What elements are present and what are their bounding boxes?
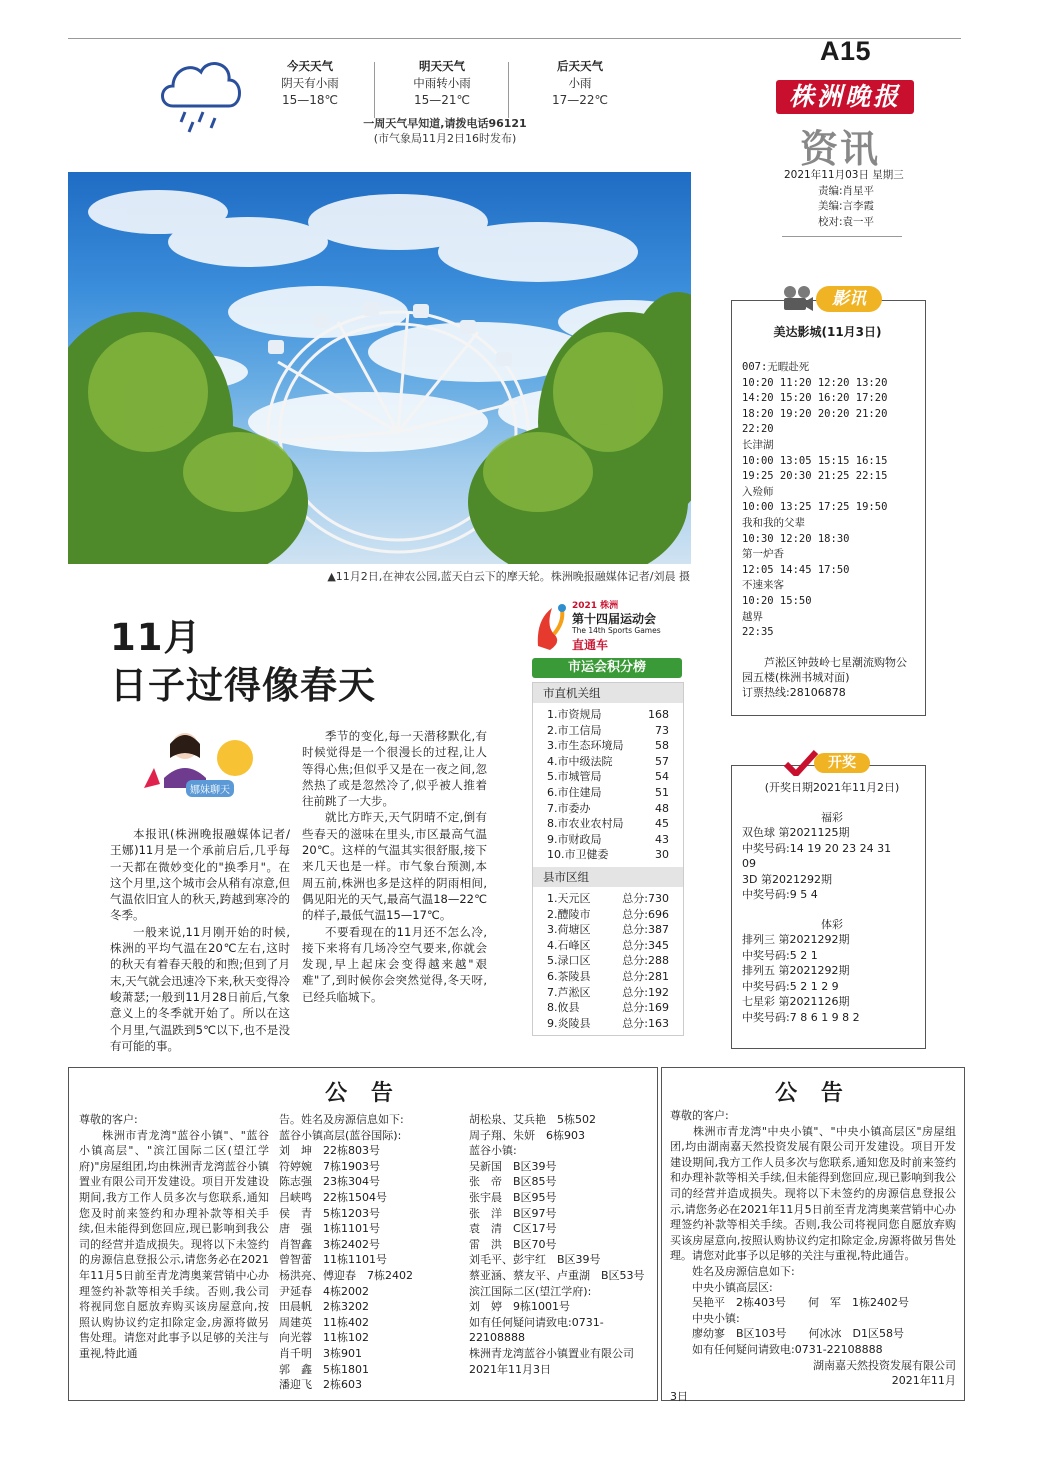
issue-meta xyxy=(784,168,924,230)
team-score: 总分:192 xyxy=(622,985,669,999)
weather-tomorrow xyxy=(382,58,502,109)
article-column-1 xyxy=(110,826,290,1054)
showtime-line: 入殓师 xyxy=(742,485,774,498)
article-column-2 xyxy=(302,728,487,1005)
team-score: 30 xyxy=(655,848,669,862)
headline-line-2: 日子过得像春天 xyxy=(110,664,376,707)
cinema-footer xyxy=(742,655,917,700)
ranking-row xyxy=(533,985,683,1001)
team-score: 总分:163 xyxy=(622,1016,669,1030)
sports-logo-year: 2021 株洲 xyxy=(572,601,619,611)
qxc-numbers: 中奖号码:7 8 6 1 9 8 2 xyxy=(742,1010,860,1024)
cinema-hotline: 订票热线:28106878 xyxy=(742,686,846,699)
showtimes-list xyxy=(742,360,922,641)
weather-divider xyxy=(374,62,375,118)
team-score: 总分:281 xyxy=(622,969,669,983)
team-name: 3.市生态环境局 xyxy=(547,739,624,753)
showtime-line: 第一炉香 xyxy=(742,548,784,561)
team-name: 4.市中级法院 xyxy=(547,754,613,768)
team-score: 57 xyxy=(655,754,669,768)
ferris-wheel-photo xyxy=(68,172,691,564)
rain-cloud-icon xyxy=(155,48,245,136)
d3-issue: 3D 第2021292期 xyxy=(742,872,832,886)
notice-title: 公 告 xyxy=(325,1081,401,1106)
team-name: 9.炎陵县 xyxy=(547,1016,591,1030)
ranking-group-title: 市直机关组 xyxy=(533,683,683,703)
team-name: 7.芦淞区 xyxy=(547,985,591,999)
proof-credit: 校对:袁一平 xyxy=(818,215,875,228)
ranking-row xyxy=(533,847,683,863)
showtime-line: 长津湖 xyxy=(742,438,774,451)
weather-divider xyxy=(508,62,509,118)
showtime-line: 我和我的父辈 xyxy=(742,516,805,529)
ranking-row xyxy=(533,891,683,907)
notice-left xyxy=(68,1067,658,1401)
notice-body: 尊敬的客户: 株洲市青龙湾"中央小镇"、"中央小镇高层区"房屋组团,均由湖南嘉天然投资发展有限公司开发建设。项目开发建设期间,我方工作人员多次与您联系,通知您及时前来签约和办理补款等相关手续,但未能得到您回应,现已影响到我公司的经营并造成损失。现将以下未签约的房源信息登报公示,请您务必在2021年11月5日前至青龙湾奥莱营销中心办理签约补款等相关手续。否则,我公司将视同您自愿放弃购买该房屋意向,按照认购协议约定扣除定金,房源将做另售处理。请您对此事予以足够的关注与重视,特此通告。 姓名及房源信息如下: 中央小镇高层区: 吴艳平 2栋403号 何 军 1栋2402号 中央小镇: 廖幼寥 B区103号 何冰冰 D1区58号 如有任何疑问请致电:0731-22108888 湖南嘉天然投资发展有限公司 2021年11月3日 xyxy=(670,1109,956,1403)
weather-after-label: 后天天气 xyxy=(557,59,603,73)
team-name: 9.市财政局 xyxy=(547,832,602,846)
notice-column: 尊敬的客户: 株洲市青龙湾"蓝谷小镇"、"蓝谷小镇高层"、"滨江国际二区(望江学府)"房屋组团,均由株洲青龙湾蓝谷小镇置业有限公司开发建设。项目开发建设期间,我方工作人员多次与您联系,通知您及时前来签约和办理补款等相关手续,但未能得到您回应,现已影响到我公司的经营并造成损失。现将以下未签约的房源信息登报公示,请您务必在2021年11月5日前至青龙湾奥莱营销中心办理签约补款等相关手续。否则,我公司将视同您自愿放弃购买该房屋意向,按照认购协议约定扣除定金,房源将做另售处理。请您对此事予以足够的关注与重视,特此通 xyxy=(79,1113,269,1360)
photo-caption: ▲11月2日,在神农公园,蓝天白云下的摩天轮。株洲晚报融媒体记者/刘晨 摄 xyxy=(327,570,690,583)
ranking-row xyxy=(533,938,683,954)
newspaper-logo xyxy=(776,80,914,114)
ranking-group-title: 县市区组 xyxy=(533,867,683,887)
article-headline xyxy=(110,614,376,710)
showtime-line: 18:20 19:20 20:20 21:20 xyxy=(742,407,888,420)
team-score: 58 xyxy=(655,739,669,753)
showtime-line: 10:00 13:05 15:15 16:15 xyxy=(742,454,888,467)
team-score: 总分:169 xyxy=(622,1001,669,1015)
article-paragraph: 一般来说,11月刚开始的时候,株洲的平均气温在20℃左右,这时的秋天有着春天般的和煦;但到了月末,天气就会迅速冷下来,秋天变得冷峻萧瑟;一般到11月28日前后,气象意义上的冬季就开始了。所以在这个月里,气温跌到5℃以下,也不是没有可能的事。 xyxy=(110,924,290,1053)
cinema-name: 美达影城(11月3日) xyxy=(773,325,882,339)
team-name: 6.市住建局 xyxy=(547,785,602,799)
team-score: 73 xyxy=(655,723,669,737)
showtime-line: 14:20 15:20 16:20 17:20 xyxy=(742,392,888,405)
team-score: 168 xyxy=(648,708,669,721)
headline-line-1: 11月 xyxy=(110,616,202,659)
team-score: 总分:730 xyxy=(622,891,669,905)
ranking-row xyxy=(533,723,683,739)
section-title: 资讯 xyxy=(800,126,881,171)
ranking-row xyxy=(533,832,683,848)
showtime-line: 007:无暇赴死 xyxy=(742,361,810,373)
weather-after xyxy=(520,58,640,109)
sports-logo-express: 直通车 xyxy=(572,638,609,652)
sports-logo-en: The 14th Sports Games xyxy=(572,626,661,635)
team-score: 54 xyxy=(655,770,669,784)
ranking-title: 市运会积分榜 xyxy=(532,658,682,678)
team-score: 51 xyxy=(655,785,669,799)
d3-numbers: 中奖号码:9 5 4 xyxy=(742,888,818,901)
column-label: 娜妹聊天 xyxy=(186,780,234,797)
team-name: 2.醴陵市 xyxy=(547,907,591,921)
pl5-issue: 排列五 第2021292期 xyxy=(742,964,850,977)
showtime-line: 不速来客 xyxy=(742,579,784,592)
team-name: 1.天元区 xyxy=(547,891,591,905)
ranking-row xyxy=(533,785,683,801)
ssq-issue: 双色球 第2021125期 xyxy=(742,826,850,839)
showtime-line: 10:20 15:50 xyxy=(742,594,812,607)
cinema-address: 芦淞区钟鼓岭七星潮流购物公园五楼(株洲书城对面) xyxy=(742,656,907,684)
weather-today xyxy=(250,58,370,109)
team-score: 总分:288 xyxy=(622,954,669,968)
ranking-row xyxy=(533,769,683,785)
ranking-row xyxy=(533,922,683,938)
weather-tomorrow-temp: 15—21℃ xyxy=(413,93,470,107)
lottery-results xyxy=(742,780,922,1025)
weather-today-desc: 阴天有小雨 xyxy=(281,76,339,90)
showtime-line: 越界 xyxy=(742,610,763,623)
team-name: 8.市农业农村局 xyxy=(547,817,624,831)
lottery-date: (开奖日期2021年11月2日) xyxy=(764,781,900,794)
notice-column: 告。姓名及房源信息如下: 蓝谷小镇高层(蓝谷国际): 刘 坤 22栋803号 符婷婉 7栋1903号 陈志强 23栋304号 吕峡鸣 22栋1504号 侯 青 5栋1203号 唐 强 1栋1101号 肖智鑫 3栋2402号 曾智蕾 11栋1101号 杨洪亮、傅迎春 7栋2402 尹延春 4栋2002 田晨帆 2栋3202 周建英 11栋402 向光蓉 11栋102 肖千明 3栋901 郭 鑫 5栋1801 潘迎飞 2栋603 xyxy=(279,1113,413,1392)
weather-after-temp: 17—22℃ xyxy=(551,93,608,107)
showtime-line: 22:20 xyxy=(742,423,774,436)
ranking-row xyxy=(533,738,683,754)
ssq-blue: 09 xyxy=(742,857,756,870)
notice-title: 公 告 xyxy=(775,1081,851,1106)
page-number: A15 xyxy=(820,36,872,66)
columnist-avatar xyxy=(140,728,260,808)
weather-today-temp: 15—18℃ xyxy=(281,93,338,107)
team-name: 5.渌口区 xyxy=(547,954,591,968)
ranking-group-2 xyxy=(533,887,683,1035)
team-score: 总分:696 xyxy=(622,907,669,921)
team-score: 45 xyxy=(655,817,669,831)
lottery-badge xyxy=(784,750,874,776)
lottery-badge-label: 开奖 xyxy=(814,753,870,773)
team-name: 6.茶陵县 xyxy=(547,969,591,983)
team-score: 总分:345 xyxy=(622,938,669,952)
ticai-heading: 体彩 xyxy=(821,917,843,931)
newspaper-name: 株洲晚报 xyxy=(788,82,901,111)
fucai-heading: 福彩 xyxy=(821,810,843,824)
ranking-row xyxy=(533,754,683,770)
ranking-row xyxy=(533,907,683,923)
meta-rule xyxy=(782,236,902,237)
article-paragraph: 本报讯(株洲晚报融媒体记者/王娜)11月是一个承前启后,几乎每一天都在微妙变化的"换季月"。在这个月里,这个城市会从稍有凉意,但气温依旧宜人的秋天,跨越到寒冷的冬季。 xyxy=(110,827,290,923)
weather-tomorrow-desc: 中雨转小雨 xyxy=(413,76,471,90)
team-name: 4.石峰区 xyxy=(547,938,591,952)
pl3-issue: 排列三 第2021292期 xyxy=(742,933,850,946)
designer-credit: 美编:言李霞 xyxy=(818,200,875,212)
ranking-row xyxy=(533,816,683,832)
team-score: 48 xyxy=(655,801,669,815)
sports-logo-title: 第十四届运动会 xyxy=(572,612,657,626)
ranking-row xyxy=(533,801,683,817)
weather-today-label: 今天天气 xyxy=(287,59,333,73)
team-name: 7.市委办 xyxy=(547,801,591,815)
showtime-line: 10:00 13:25 17:25 19:50 xyxy=(742,501,888,514)
ranking-row xyxy=(533,707,683,723)
showtime-line: 10:30 12:20 18:30 xyxy=(742,532,850,545)
weather-hotline: 一周天气早知道,请拨电话96121 xyxy=(363,117,527,130)
pl5-numbers: 中奖号码:5 2 1 2 9 xyxy=(742,979,839,993)
team-name: 2.市工信局 xyxy=(547,723,602,737)
weather-note xyxy=(300,116,590,146)
team-name: 3.荷塘区 xyxy=(547,923,591,937)
team-name: 1.市资规局 xyxy=(547,708,602,721)
showtime-line: 12:05 14:45 17:50 xyxy=(742,563,850,576)
showtime-line: 10:20 11:20 12:20 13:20 xyxy=(742,376,888,389)
editor-credit: 责编:肖星平 xyxy=(818,184,875,197)
ranking-table xyxy=(532,682,684,1036)
showtime-line: 19:25 20:30 21:25 22:15 xyxy=(742,470,888,483)
issue-date: 2021年11月03日 星期三 xyxy=(784,169,904,181)
movie-badge-label: 影讯 xyxy=(816,286,882,312)
ranking-row xyxy=(533,1016,683,1032)
movie-badge xyxy=(780,284,884,314)
pl3-numbers: 中奖号码:5 2 1 xyxy=(742,948,818,962)
ranking-row xyxy=(533,953,683,969)
article-paragraph: 不要看现在的11月还不怎么冷,接下来将有几场冷空气要来,你就会发现,早上起床会变得越来越"艰难"了,到时候你会突然觉得,冬天呀,已经兵临城下。 xyxy=(302,924,487,1004)
ssq-numbers: 中奖号码:14 19 20 23 24 31 xyxy=(742,841,892,855)
notice-right xyxy=(661,1067,965,1401)
film-camera-icon xyxy=(780,284,814,314)
weather-after-desc: 小雨 xyxy=(568,76,592,90)
article-paragraph: 就比方昨天,天气阴晴不定,倒有些春天的滋味在里头,市区最高气温20℃。这样的气温其实很舒服,接下来几天也是一样。市气象台预测,本周五前,株洲也多是这样的阴雨相间,偶见阳光的天气,最高气温18—22℃的样子,最低气温15—17℃。 xyxy=(302,810,487,923)
team-name: 8.攸县 xyxy=(547,1001,580,1015)
team-name: 10.市卫健委 xyxy=(547,848,609,862)
showtime-line: 22:35 xyxy=(742,626,774,639)
team-score: 总分:387 xyxy=(622,923,669,937)
team-score: 43 xyxy=(655,832,669,846)
article-paragraph: 季节的变化,每一天潜移默化,有时候觉得是一个很漫长的过程,让人等得心焦;但似乎又是在一夜之间,忽然热了或是忽然冷了,似乎被人推着往前跳了一大步。 xyxy=(302,729,487,809)
weather-source: (市气象局11月2日16时发布) xyxy=(373,132,517,145)
ranking-group-1 xyxy=(533,703,683,867)
ranking-row xyxy=(533,969,683,985)
weather-tomorrow-label: 明天天气 xyxy=(419,59,465,73)
checkmark-icon xyxy=(784,750,818,776)
sports-games-logo xyxy=(532,598,682,654)
team-name: 5.市城管局 xyxy=(547,770,602,784)
ranking-row xyxy=(533,1000,683,1016)
qxc-issue: 七星彩 第2021126期 xyxy=(742,995,850,1008)
notice-column: 胡松泉、艾兵艳 5栋502 周子翔、朱妍 6栋903 蓝谷小镇: 吴新国 B区39号 张 帝 B区85号 张宇晨 B区95号 张 洋 B区97号 袁 清 C区17号 雷 洪 B区70号 刘毛平、彭宇红 B区39号 蔡亚涵、蔡友平、卢重湖 B区53号 滨江国际二区(望江学府): 刘 婷 9栋1001号 如有任何疑问请致电:0731-22108888 株洲青龙湾蓝谷小镇置业有限公司 2021年11月3日 xyxy=(469,1113,645,1376)
